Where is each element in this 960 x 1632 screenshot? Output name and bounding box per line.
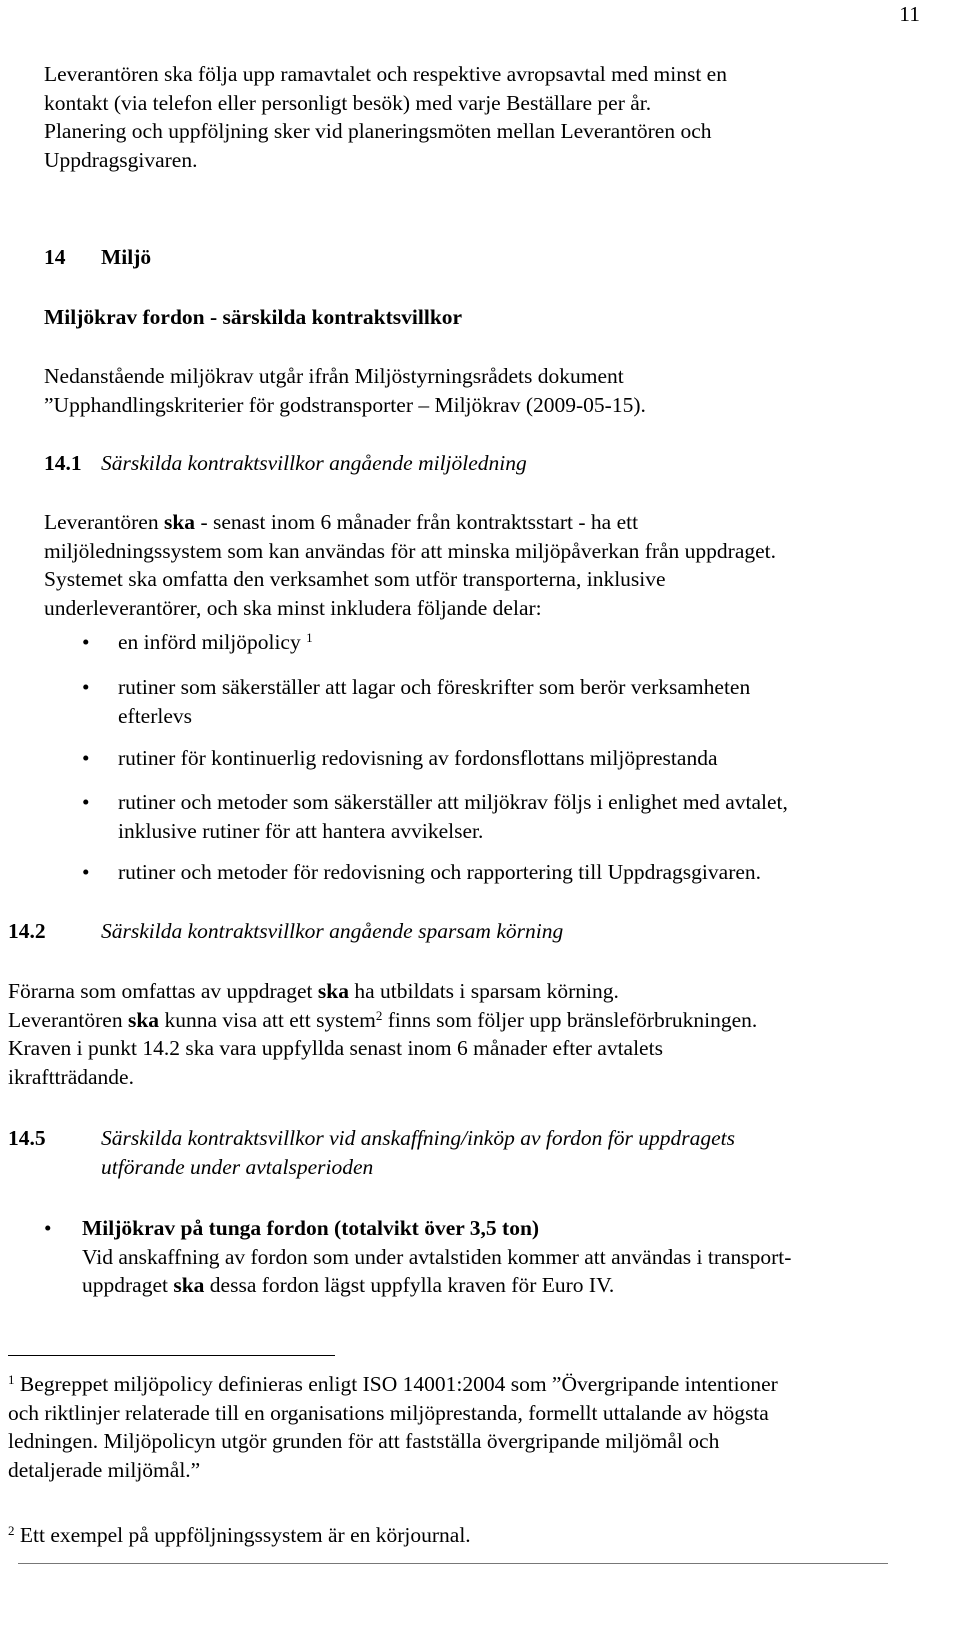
paragraph-line — [8, 1006, 757, 1035]
bullet-text: rutiner för kontinuerlig redovisning av fordonsflottans miljöprestanda — [118, 746, 718, 770]
section-14-5-number: 14.5 — [8, 1126, 46, 1150]
intro-paragraph — [44, 60, 727, 174]
bullet-dot-icon: • — [82, 630, 90, 654]
bullet-item — [82, 673, 922, 733]
text-run: Leverantören — [8, 1007, 128, 1032]
footnote-marker: 1 — [8, 1371, 15, 1387]
section-14-intro-line: ”Upphandlingskriterier för godstransporter – Miljökrav (2009-05-15). — [44, 392, 646, 417]
section-14-intro-line: Nedanstående miljökrav utgår ifrån Miljöstyrningsrådets dokument — [44, 364, 624, 388]
bullet-dot-icon: • — [82, 746, 90, 770]
intro-line: Uppdragsgivaren. — [44, 147, 198, 172]
bullet-dot-icon: • — [44, 1216, 52, 1240]
footnote-line: och riktlinjer relaterade till en organisations miljöprestanda, formellt uttalande av högsta — [8, 1400, 769, 1425]
paragraph-line: Kraven i punkt 14.2 ska vara uppfyllda senast inom 6 månader efter avtalets — [8, 1036, 663, 1060]
paragraph-line: miljöledningssystem som kan användas för att minska miljöpåverkan från uppdraget. — [44, 538, 777, 563]
bullet-text — [118, 673, 750, 730]
paragraph-line — [8, 977, 757, 1006]
section-14-heading — [44, 243, 66, 272]
section-14-1-number: 14.1 — [44, 451, 82, 475]
text-run: Ett exempel på uppföljningssystem är en körjournal. — [14, 1523, 471, 1547]
bullet-text: rutiner och metoder för redovisning och rapportering till Uppdragsgivaren. — [118, 860, 762, 884]
bullet-text — [82, 1214, 791, 1300]
footnote-ref: 2 — [375, 1007, 383, 1023]
page-number: 11 — [899, 2, 920, 26]
bullet-dot-icon: • — [82, 790, 90, 814]
footnote-2 — [8, 1521, 471, 1550]
title-line: utförande under avtalsperioden — [101, 1154, 374, 1179]
text-run-bold: ska — [127, 1007, 160, 1032]
section-14-2-title: Särskilda kontraktsvillkor angående sparsam körning — [101, 919, 564, 943]
bullet-text — [118, 788, 788, 845]
intro-line: Planering och uppföljning sker vid planeringsmöten mellan Leverantören och — [44, 119, 712, 143]
section-14-2-number: 14.2 — [8, 919, 46, 943]
bullet-item — [82, 744, 922, 774]
footnote-line: detaljerade miljömål.” — [8, 1457, 201, 1482]
text-run-bold: ska — [163, 510, 196, 534]
paragraph-line: Systemet ska omfatta den verksamhet som utför transporterna, inklusive — [44, 567, 666, 591]
intro-line: Leverantören ska följa upp ramavtalet och respektive avropsavtal med minst en — [44, 62, 727, 86]
footnote-ref: 1 — [306, 629, 313, 645]
paragraph-line: ikraftträdande. — [8, 1064, 134, 1089]
bullet-line: inklusive rutiner för att hantera avvikelser. — [118, 818, 484, 843]
bullet-dot-icon: • — [82, 860, 90, 884]
text-run: Leverantören — [44, 510, 164, 534]
bullet-item — [44, 1214, 944, 1304]
bullet-line: efterlevs — [118, 703, 193, 728]
bullet-item — [82, 788, 922, 848]
section-14-title: Miljö — [101, 245, 152, 269]
title-line: Särskilda kontraktsvillkor vid anskaffning/inköp av fordon för uppdragets — [101, 1126, 735, 1150]
text-run: Förarna som omfattas av uppdraget — [8, 979, 318, 1003]
bullet-item — [82, 628, 922, 658]
text-run: ha utbildats i sparsam körning. — [348, 979, 619, 1003]
text-run: Begreppet miljöpolicy definieras enligt ISO 14001:2004 som ”Övergripande intentioner — [14, 1372, 778, 1396]
section-14-1-paragraph — [44, 508, 776, 622]
section-14-intro — [44, 362, 646, 419]
text-run: en införd miljöpolicy — [118, 630, 307, 654]
bottom-rule — [18, 1563, 888, 1564]
section-14-1-title: Särskilda kontraktsvillkor angående miljöledning — [101, 451, 527, 475]
text-run: finns som följer upp bränsleförbrukningen. — [382, 1007, 758, 1032]
paragraph-line: underleverantörer, och ska minst inkludera följande delar: — [44, 595, 542, 620]
bullet-line: rutiner som säkerställer att lagar och föreskrifter som berör verksamheten — [118, 675, 751, 699]
footnote-line — [8, 1521, 471, 1550]
text-run: - senast inom 6 månader från kontraktsstart - ha ett — [195, 510, 639, 534]
paragraph-line — [44, 508, 776, 537]
intro-line: kontakt (via telefon eller personligt besök) med varje Beställare per år. — [44, 90, 652, 115]
footnote-1 — [8, 1370, 778, 1484]
bullet-line: Vid anskaffning av fordon som under avtalstiden kommer att användas i transport- — [82, 1244, 792, 1269]
text-run-bold: ska — [317, 979, 349, 1003]
section-14-2-paragraph — [8, 977, 757, 1091]
bullet-line: rutiner och metoder som säkerställer att miljökrav följs i enlighet med avtalet, — [118, 790, 788, 814]
section-14-number: 14 — [44, 245, 66, 269]
bullet-line — [82, 1271, 791, 1300]
bullet-item — [82, 858, 922, 888]
footnote-marker: 2 — [8, 1522, 15, 1538]
text-run: uppdraget — [82, 1273, 174, 1297]
bullet-text — [118, 628, 313, 657]
section-14-subtitle: Miljökrav fordon - särskilda kontraktsvillkor — [44, 305, 463, 329]
footnote-line — [8, 1370, 778, 1399]
bullet-heading: Miljökrav på tunga fordon (totalvikt över 3,5 ton) — [82, 1216, 540, 1240]
text-run: dessa fordon lägst uppfylla kraven för Euro IV. — [204, 1273, 615, 1297]
footnote-separator — [8, 1355, 335, 1356]
text-run-bold: ska — [173, 1273, 205, 1297]
section-14-5-title — [101, 1124, 735, 1181]
text-run: kunna visa att ett system — [159, 1007, 376, 1032]
bullet-dot-icon: • — [82, 675, 90, 699]
footnote-line: ledningen. Miljöpolicyn utgör grunden för att fastställa övergripande miljömål och — [8, 1429, 720, 1453]
